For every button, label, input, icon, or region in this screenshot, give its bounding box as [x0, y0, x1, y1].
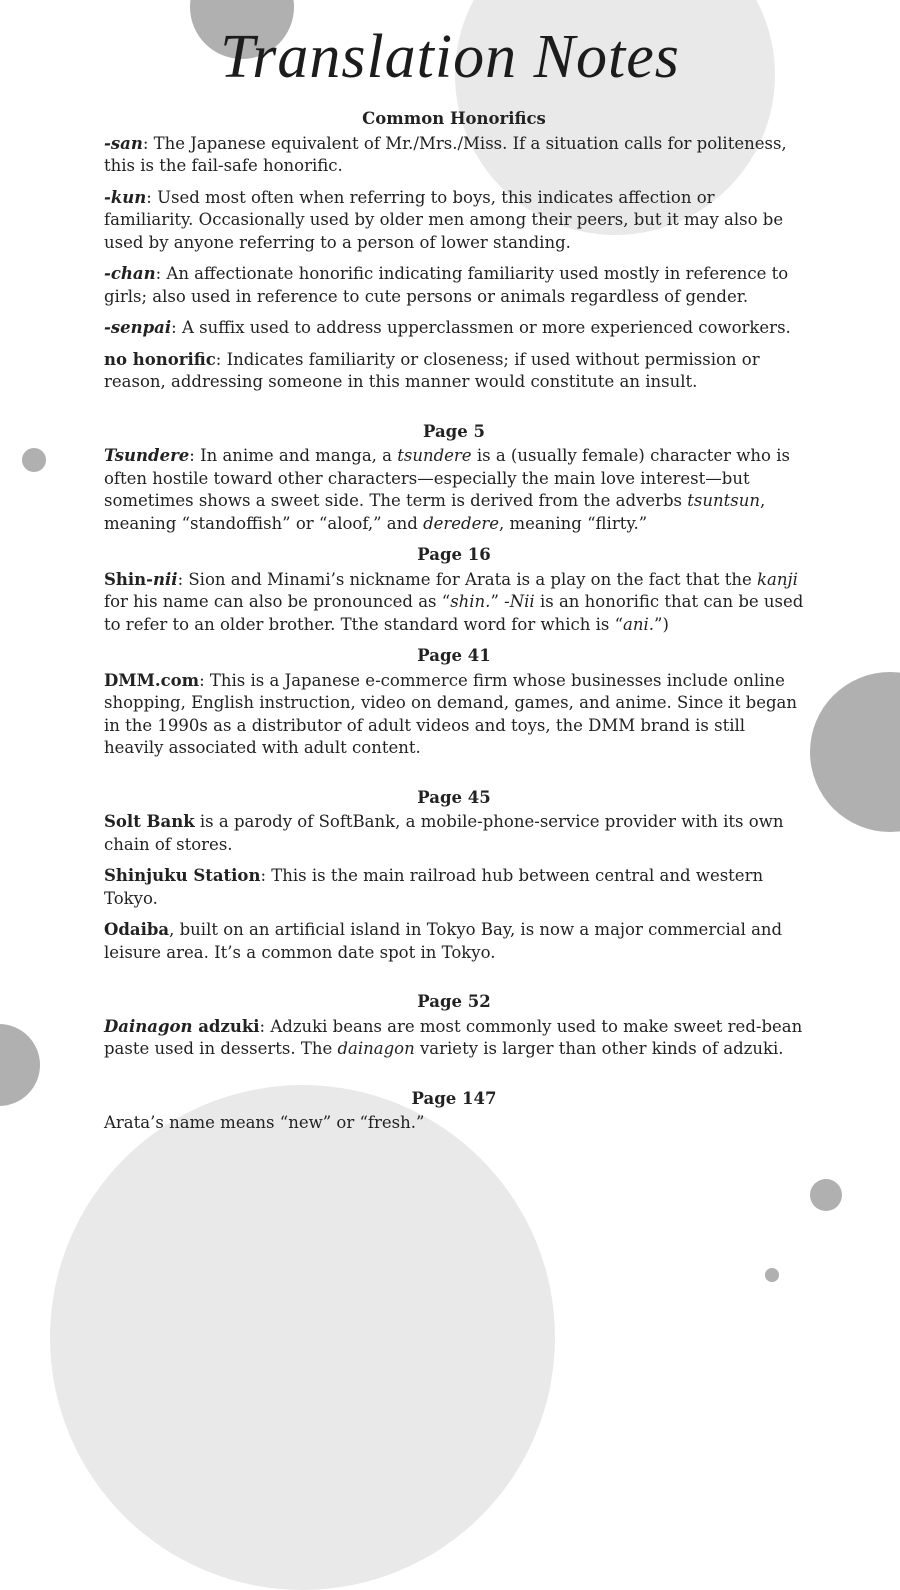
spacer [104, 769, 804, 787]
note-dainagon: Dainagon adzuki: Adzuki beans are most commonly used to make sweet red-bean paste used in desserts. The dainagon variety is larger than other kinds of adzuki. [104, 1016, 803, 1058]
note-chan: -chan: An affectionate honorific indicating familiarity used mostly in reference to girls; also used in reference to cute persons or animals regardless of gender. [104, 264, 789, 306]
bg-circle-right-large [810, 672, 900, 832]
note-shinjuku: Shinjuku Station: This is the main railroad hub between central and western Tokyo. [104, 866, 764, 908]
note-dmm: DMM.com: This is a Japanese e-commerce firm whose businesses include online shopping, English instruction, video on demand, games, and anime. Since it began in the 1990s as a distributor of adult videos and toys, the DMM brand is still heavily associated with adult content. [104, 670, 797, 757]
spacer [104, 1070, 804, 1088]
honorifics-heading: Common Honorifics [362, 109, 546, 128]
bg-circle-left-small [22, 448, 46, 472]
note-kun: -kun: Used most often when referring to boys, this indicates affection or familiarity. Occasionally used by older men among their peers, but it may also be used by anyone referring to a person of lower standing. [104, 187, 784, 252]
notes-content [104, 108, 804, 1144]
note-tsundere: Tsundere: In anime and manga, a tsundere is a (usually female) character who is often hostile toward other characters—especially the main love interest—but sometimes shows a sweet side. The term is derived from the adverbs tsuntsun, meaning “standoffish” or “aloof,” and deredere, meaning “flirty.” [104, 446, 790, 533]
note-shin-nii: Shin-nii: Sion and Minami’s nickname for Arata is a play on the fact that the kanji for his name can also be pronounced as “shin.” -Nii is an honorific that can be used to refer to an older brother. Tthe standard word for which is “ani.”) [104, 569, 804, 634]
bg-circle-right-tiny [765, 1268, 779, 1282]
note-arata: Arata’s name means “new” or “fresh.” [104, 1113, 425, 1132]
page41-heading: Page 41 [417, 646, 491, 665]
bg-circle-bottom [50, 1085, 555, 1590]
page52-heading: Page 52 [417, 992, 491, 1011]
page147-heading: Page 147 [411, 1088, 497, 1108]
note-solt-bank: Solt Bank is a parody of SoftBank, a mobile-phone-service provider with its own chain of stores. [104, 812, 784, 854]
bg-circle-left-large [0, 1024, 40, 1106]
note-san: -san: The Japanese equivalent of Mr./Mrs./Miss. If a situation calls for politeness, this is the fail-safe honorific. [104, 133, 787, 175]
page16-heading: Page 16 [417, 545, 491, 564]
spacer [104, 973, 804, 991]
note-senpai: -senpai: A suffix used to address upperclassmen or more experienced coworkers. [104, 318, 791, 337]
bg-circle-right-medium [810, 1179, 842, 1211]
note-no-honorific: no honorific: Indicates familiarity or closeness; if used without permission or reason, addressing someone in this manner would constitute an insult. [104, 349, 760, 391]
page45-heading: Page 45 [417, 787, 491, 807]
page5-heading: Page 5 [423, 421, 485, 441]
page-title: Translation Notes [220, 23, 680, 91]
note-odaiba: Odaiba, built on an artificial island in Tokyo Bay, is now a major commercial and leisure area. It’s a common date spot in Tokyo. [104, 920, 783, 962]
spacer [104, 403, 804, 421]
